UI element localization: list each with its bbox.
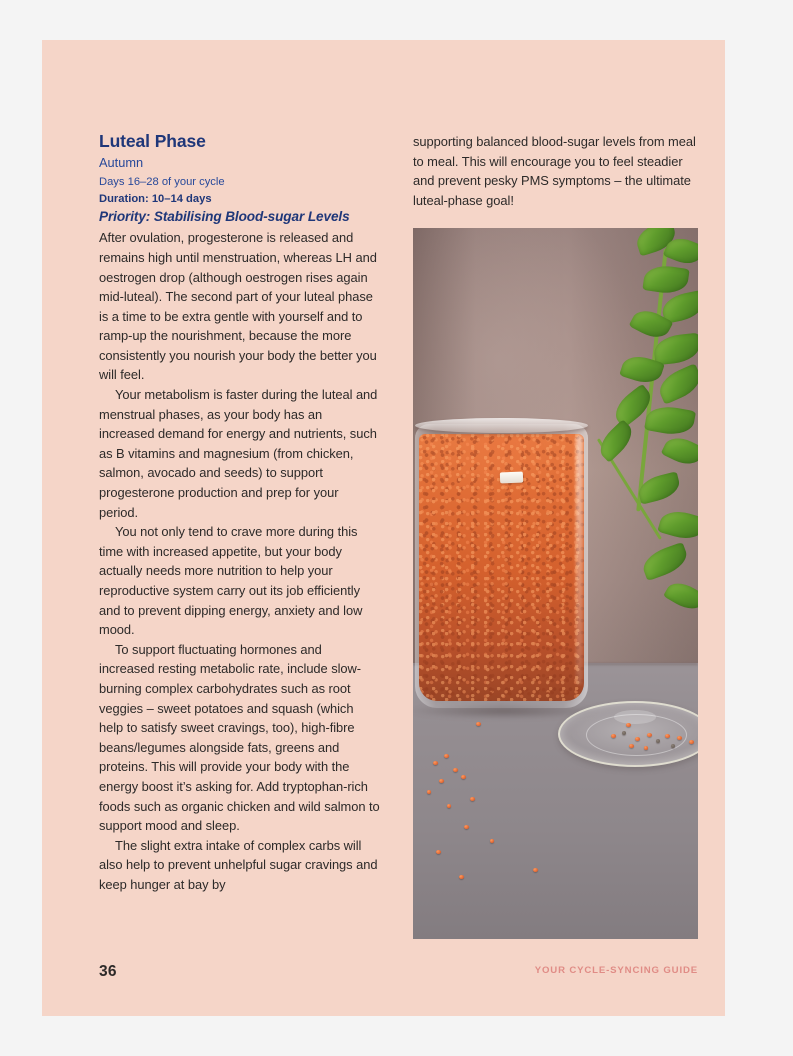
lentil-seed [665, 734, 670, 738]
lentil-seed [436, 850, 441, 854]
section-days: Days 16–28 of your cycle [99, 175, 225, 188]
basil-leaf [657, 507, 698, 544]
lentil-seed [427, 790, 431, 794]
lentil-seed [611, 734, 616, 738]
photo-canvas [413, 228, 698, 939]
body-paragraph: To support fluctuating hormones and increased resting metabolic rate, include slow-burning complex carbohydrates such as root veggies – sweet potatoes and squash (which help to satisfy sweet cravings, too), high-fibre beans/legumes alongside fats, greens and proteins. This will provide your body with the energy boost it’s asking for. Add tryptophan-rich foods such as organic chicken and wild salmon to support mood and sleep. [99, 641, 380, 834]
jar-label [500, 471, 523, 483]
section-duration: Duration: 10–14 days [99, 192, 212, 205]
glass-lid-knob [614, 710, 656, 724]
lentil-seed [470, 797, 475, 801]
lentil-seed [656, 739, 660, 743]
basil-leaf [642, 263, 689, 296]
body-paragraph: supporting balanced blood-sugar levels from meal to meal. This will encourage you to feel steadier and prevent pesky PMS symptoms – the ultimate luteal-phase goal! [413, 134, 696, 208]
jar-highlight [576, 435, 583, 685]
basil-leaf [653, 332, 698, 365]
lentil-seed [671, 744, 675, 748]
lentil-seed [459, 875, 464, 879]
running-head: YOUR CYCLE-SYNCING GUIDE [534, 965, 698, 976]
lentil-seed [476, 722, 481, 726]
body-paragraph: The slight extra intake of complex carbs will also help to prevent unhelpful sugar cravings and keep hunger at bay by [99, 837, 378, 892]
basil-leaf [639, 541, 691, 580]
lentil-seed [635, 737, 640, 741]
glass-lid [558, 701, 698, 767]
basil-leaf [663, 577, 698, 615]
body-paragraph: You not only tend to crave more during this time with increased appetite, but your body actually needs more nutrition to help your reproductive system carry out its job efficiently and to prevent dipping energy, anxiety and low mood. [99, 524, 363, 638]
book-page [42, 40, 725, 1016]
lentil-seed [439, 779, 444, 783]
lentil-jar [415, 424, 588, 708]
lentil-seed [622, 731, 626, 735]
left-text-column [99, 132, 380, 895]
basil-leaf [644, 403, 696, 438]
section-season: Autumn [99, 155, 144, 171]
basil-leaf [661, 432, 698, 470]
right-text-column [413, 132, 698, 210]
jar-rim [415, 418, 588, 433]
page-number: 36 [99, 963, 117, 980]
lentil-seed [533, 868, 538, 872]
lentil-seed [647, 733, 652, 737]
body-paragraph: After ovulation, progesterone is released and remains high until menstruation, whereas LH and oestrogen drop (although oestrogen rises again mid-luteal). The second part of your luteal phase is a time to be extra gentle with yourself and to ramp-up the nourishment, because the more consistently you nourish your body the better you will feel. [99, 230, 377, 383]
lentil-jar-photo [413, 228, 698, 939]
basil-plant [592, 228, 698, 676]
lentil-seed [629, 744, 634, 748]
lentil-seed [689, 740, 694, 744]
page-title: Luteal Phase [99, 131, 206, 151]
body-paragraph: Your metabolism is faster during the luteal and menstrual phases, as your body has an increased demand for energy and nutrients, such as B vitamins and magnesium (from chicken, salmon, avocado and seeds) to support progesterone production and prep for your period. [99, 387, 378, 520]
section-priority: Priority: Stabilising Blood-sugar Levels [99, 208, 350, 224]
lentil-seed [626, 723, 631, 727]
